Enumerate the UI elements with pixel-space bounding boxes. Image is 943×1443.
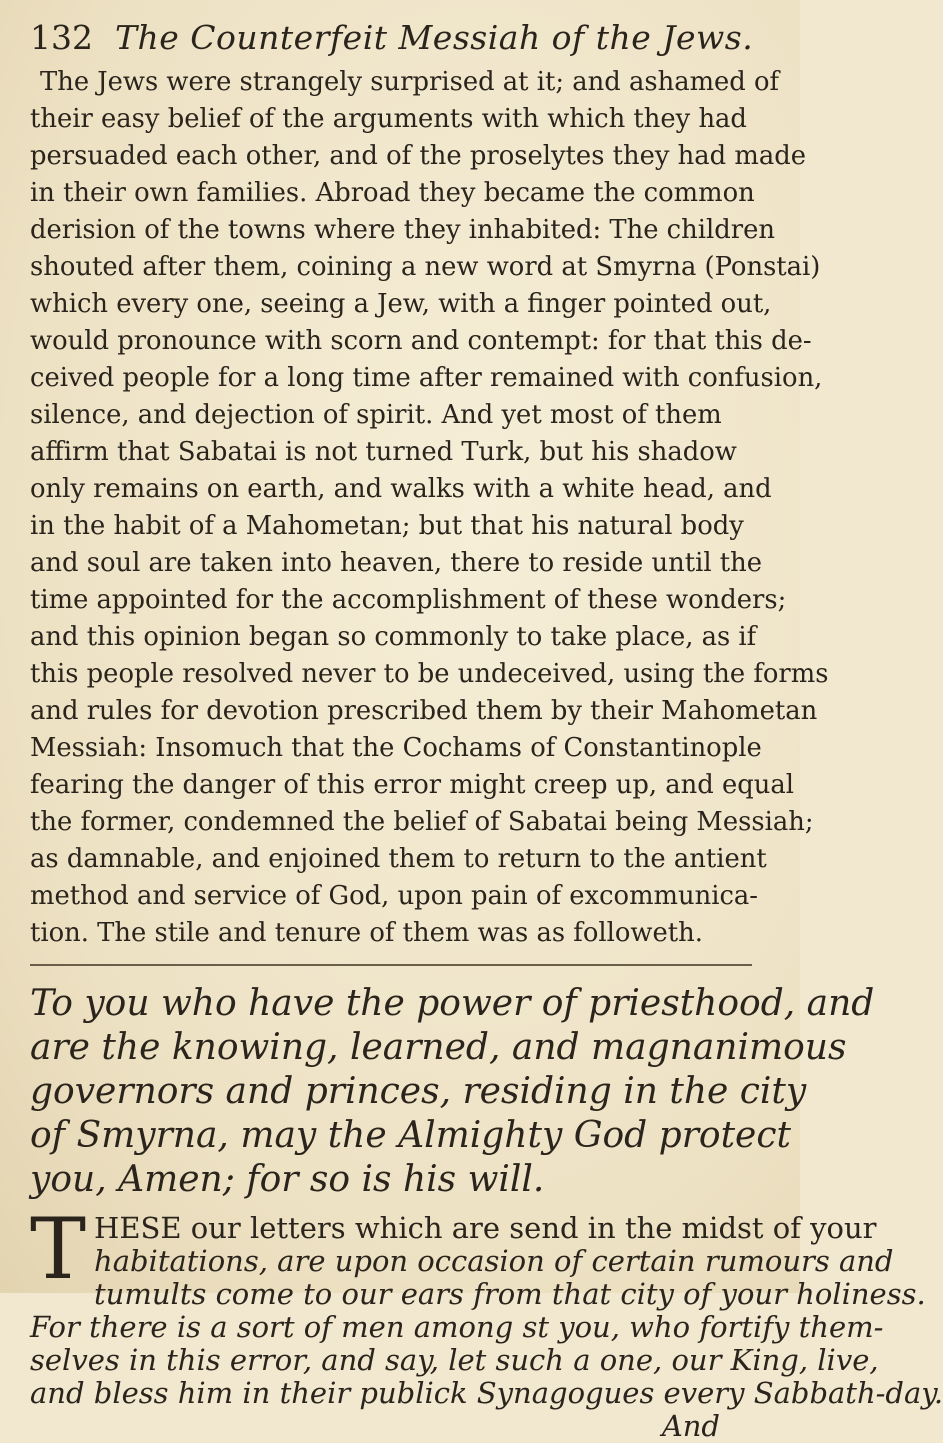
letter-line: selves in this error, and say, let such a one, our King, live, (30, 1342, 879, 1377)
letter-line: For there is a sort of men among st you, who fortify them- (30, 1309, 884, 1344)
letter-line: habitations, are upon occasion of certain rumours and (94, 1243, 894, 1278)
section-divider (30, 964, 752, 966)
catchword: And (661, 1408, 720, 1443)
text-line: would pronounce with scorn and contempt: for that this de- (30, 325, 812, 356)
text-line: their easy belief of the arguments with which they had (30, 103, 747, 134)
text-line: the former, condemned the belief of Sabatai being Messiah; (30, 806, 814, 837)
text-line: The Jews were strangely surprised at it; and ashamed of (40, 66, 780, 97)
address-line: are the knowing, learned, and magnanimous (30, 1026, 847, 1068)
text-line: which every one, seeing a Jew, with a finger pointed out, (30, 288, 772, 319)
text-line: tion. The stile and tenure of them was as followeth. (30, 917, 703, 948)
letter-body (30, 1199, 943, 1443)
body-paragraph (30, 64, 829, 952)
text-line: and this opinion began so commonly to take place, as if (30, 621, 757, 652)
address-line: you, Amen; for so is his will. (30, 1158, 545, 1200)
letter-address (30, 982, 875, 1202)
text-line: in the habit of a Mahometan; but that his natural body (30, 510, 744, 541)
text-line: only remains on earth, and walks with a white head, and (30, 473, 772, 504)
text-line: and soul are taken into heaven, there to reside until the (30, 547, 763, 578)
letter-line: and bless him in their publick Synagogues every Sabbath-day. (30, 1375, 943, 1410)
text-line: derision of the towns where they inhabited: The children (30, 214, 775, 245)
text-line: Messiah: Insomuch that the Cochams of Constantinople (30, 732, 762, 763)
text-line: shouted after them, coining a new word at Smyrna (Ponstai) (30, 251, 821, 282)
running-head (30, 18, 760, 58)
text-line: method and service of God, upon pain of excommunica- (30, 880, 759, 911)
text-line: and rules for devotion prescribed them by their Mahometan (30, 695, 818, 726)
text-line: in their own families. Abroad they became the common (30, 177, 755, 208)
drop-cap: T (30, 1199, 87, 1298)
text-line: fearing the danger of this error might creep up, and equal (30, 769, 795, 800)
letter-line: HESE our letters which are send in the midst of your (94, 1210, 877, 1245)
letter-line: tumults come to our ears from that city of your holiness. (94, 1276, 926, 1311)
address-line: To you who have the power of priesthood, and (30, 982, 875, 1024)
text-line: affirm that Sabatai is not turned Turk, but his shadow (30, 436, 737, 467)
running-head-title: The Counterfeit Messiah of the Jews. (115, 18, 754, 57)
text-line: silence, and dejection of spirit. And yet most of them (30, 399, 722, 430)
text-line: persuaded each other, and of the proselytes they had made (30, 140, 806, 171)
address-line: governors and princes, residing in the city (30, 1070, 807, 1112)
text-line: as damnable, and enjoined them to return to the antient (30, 843, 767, 874)
text-line: this people resolved never to be undeceived, using the forms (30, 658, 829, 689)
text-line: ceived people for a long time after remained with confusion, (30, 362, 823, 393)
address-line: of Smyrna, may the Almighty God protect (30, 1114, 791, 1156)
text-line: time appointed for the accomplishment of these wonders; (30, 584, 787, 615)
page-number: 132 (30, 18, 93, 57)
